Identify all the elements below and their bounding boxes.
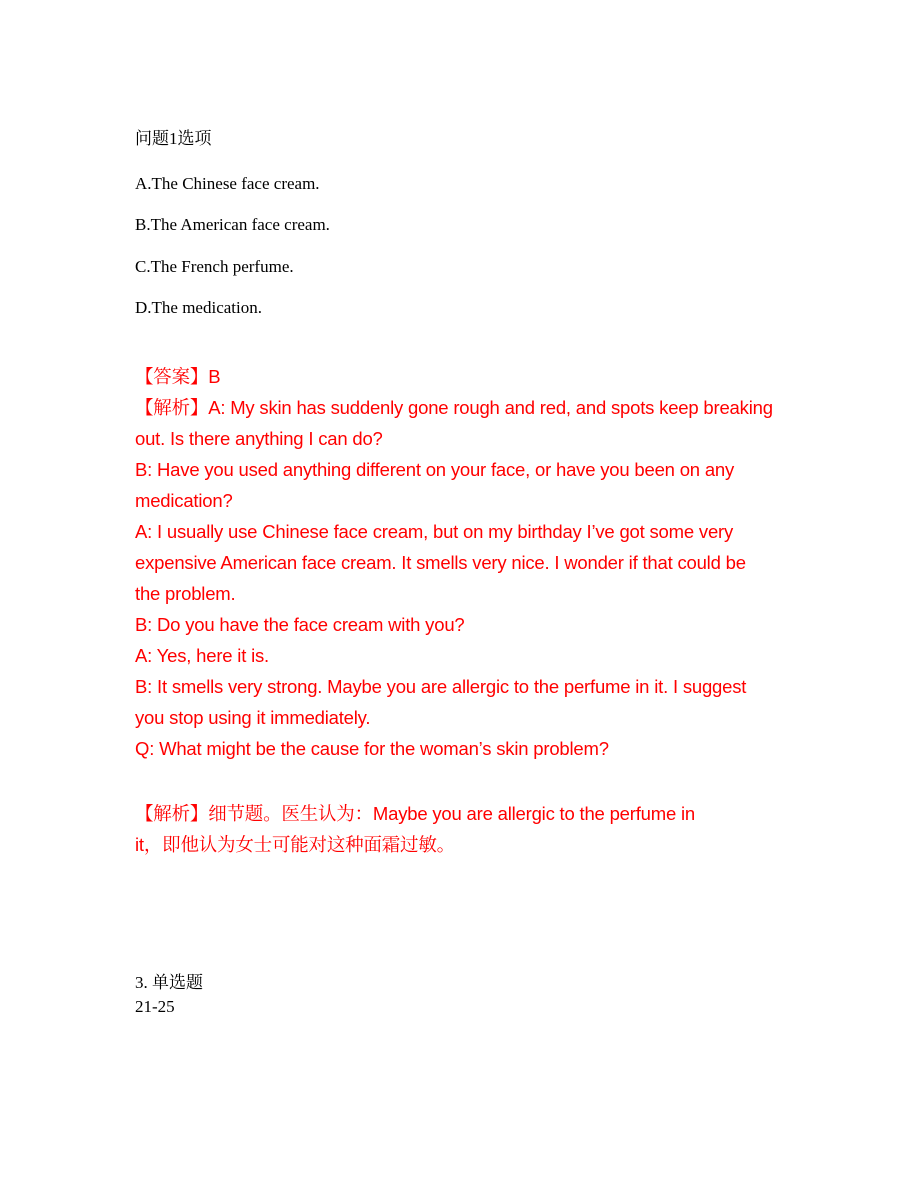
transcript-line: B: Do you have the face cream with you?: [135, 614, 465, 635]
answer-block: [135, 361, 773, 764]
option-c: C.The French perfume.: [135, 257, 294, 276]
option-d: D.The medication.: [135, 298, 262, 317]
transcript-line: B: Have you used anything different on your face, or have you been on any: [135, 459, 735, 480]
transcript-line: out. Is there anything I can do?: [135, 428, 383, 449]
option-b: B.The American face cream.: [135, 215, 330, 234]
analysis-block: [135, 798, 695, 860]
next-question-number: 3. 单选题: [135, 973, 203, 992]
transcript-line: expensive American face cream. It smells very nice. I wonder if that could be: [135, 552, 746, 573]
transcript-line: B: It smells very strong. Maybe you are allergic to the perfume in it. I suggest: [135, 676, 747, 697]
question-options-label: 问题1选项: [135, 129, 212, 148]
transcript-line: A: Yes, here it is.: [135, 645, 270, 666]
analysis-line: 【解析】细节题。医生认为：Maybe you are allergic to the perfume in: [135, 803, 695, 824]
answer-line: 【答案】B: [135, 366, 221, 387]
next-question-range: 21-25: [135, 997, 175, 1016]
transcript-line: A: I usually use Chinese face cream, but on my birthday I’ve got some very: [135, 521, 734, 542]
transcript-line: Q: What might be the cause for the woman’s skin problem?: [135, 738, 609, 759]
analysis-line: it，即他认为女士可能对这种面霜过敏。: [135, 834, 455, 855]
transcript-line: 【解析】A: My skin has suddenly gone rough and red, and spots keep breaking: [135, 397, 773, 418]
transcript-line: the problem.: [135, 583, 236, 604]
option-a: A.The Chinese face cream.: [135, 174, 320, 193]
transcript-line: medication?: [135, 490, 233, 511]
transcript-line: you stop using it immediately.: [135, 707, 371, 728]
